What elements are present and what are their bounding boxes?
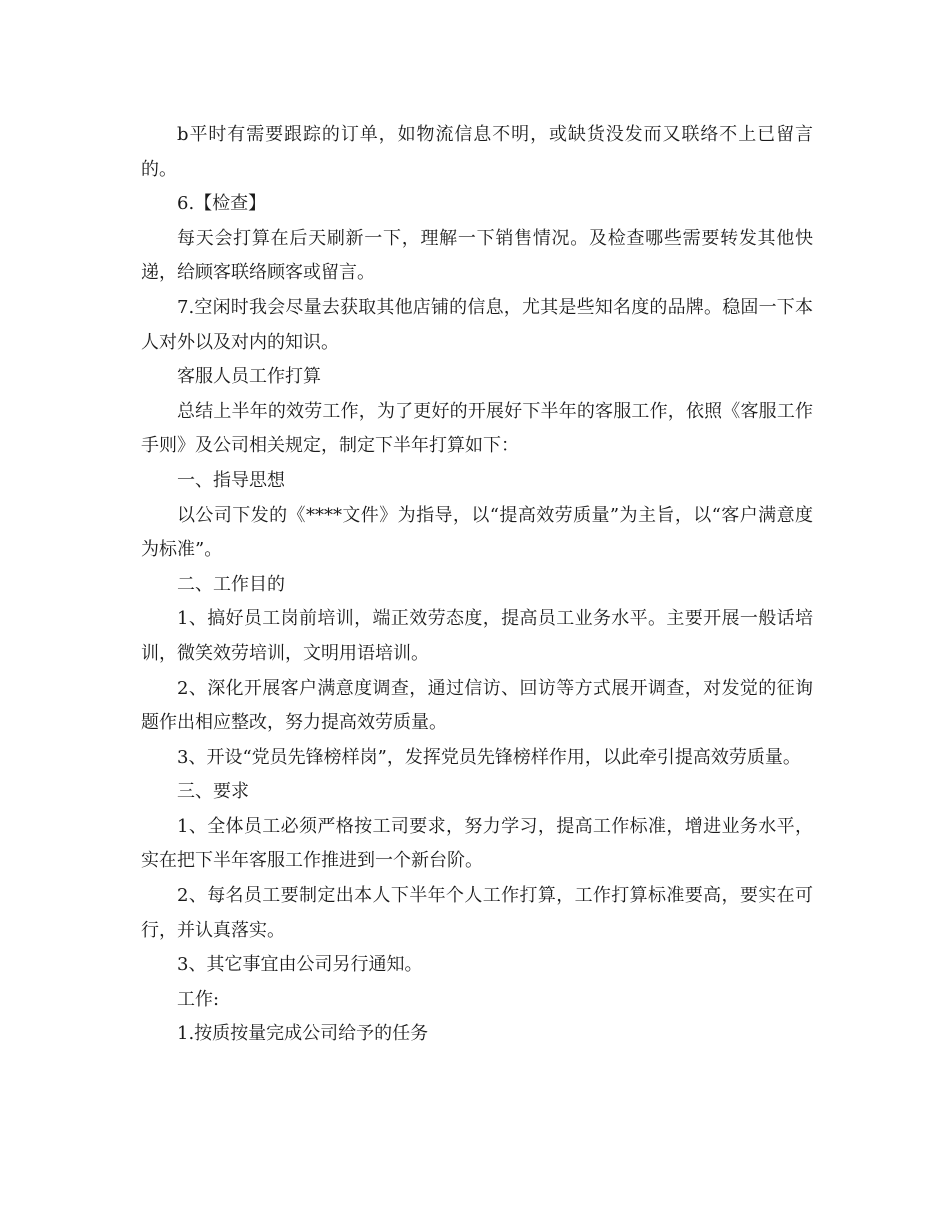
paragraph-1: b平时有需要跟踪的订单，如物流信息不明，或缺货没发而又联络不上已留言的。 bbox=[141, 124, 813, 180]
paragraph-12: 3、开设“党员先锋榜样岗”，发挥党员先锋榜样作用，以此牵引提高效劳质量。 bbox=[177, 746, 801, 768]
paragraph-3: 每天会打算在后天刷新一下，理解一下销售情况。及检查哪些需要转发其他快递，给顾客联络顾客或留言。 bbox=[141, 227, 813, 284]
paragraph-6: 总结上半年的效劳工作，为了更好的开展好下半年的客服工作，依照《客服工作手则》及公司相关规定，制定下半年打算如下： bbox=[141, 400, 813, 457]
paragraph-11: 2、深化开展客户满意度调查，通过信访、回访等方式展开调查，对发觉的征询题作出相应整改，努力提高效劳质量。 bbox=[141, 677, 813, 734]
paragraph-10: 1、搞好员工岗前培训，端正效劳态度，提高员工业务水平。主要开展一般话培训，微笑效劳培训，文明用语培训。 bbox=[141, 608, 813, 664]
paragraph-14: 1、全体员工必须严格按工司要求，努力学习，提高工作标准，增进业务水平，实在把下半年客服工作推进到一个新台阶。 bbox=[141, 815, 813, 872]
paragraph-13: 三、要求 bbox=[177, 781, 249, 803]
paragraph-17: 工作: bbox=[177, 988, 220, 1010]
paragraph-9: 二、工作目的 bbox=[177, 573, 285, 595]
paragraph-2: 6.【检查】 bbox=[177, 193, 267, 215]
paragraph-7: 一、指导思想 bbox=[177, 469, 285, 491]
paragraph-16: 3、其它事宜由公司另行通知。 bbox=[177, 954, 423, 976]
paragraph-4: 7.空闲时我会尽量去获取其他店铺的信息，尤其是些知名度的品牌。稳固一下本人对外以及对内的知识。 bbox=[141, 296, 813, 353]
document-body bbox=[141, 118, 813, 1052]
paragraph-15: 2、每名员工要制定出本人下半年个人工作打算，工作打算标准要高，要实在可行，并认真落实。 bbox=[141, 885, 813, 941]
paragraph-5: 客服人员工作打算 bbox=[177, 366, 321, 388]
paragraph-8: 以公司下发的《****文件》为指导，以“提高效劳质量”为主旨，以“客户满意度为标准”。 bbox=[141, 504, 813, 561]
paragraph-18: 1.按质按量完成公司给予的任务 bbox=[177, 1023, 429, 1045]
